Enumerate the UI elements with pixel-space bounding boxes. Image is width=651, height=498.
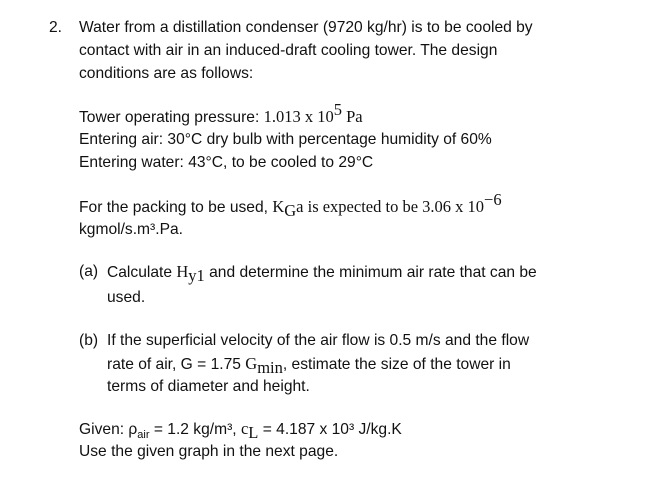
part-b-line-2-pre: rate of air, G = 1.75 [107, 356, 246, 373]
air-condition: Entering air: 30°C dry bulb with percentage humidity of 60% [79, 131, 492, 148]
question-number: 2. [49, 19, 63, 36]
part-a-line-2: used. [107, 289, 146, 306]
cl-subscript: L [248, 423, 259, 442]
hy1-subscript: y1 [188, 266, 205, 285]
part-a-label: (a) [79, 263, 99, 280]
pressure-exponent: 5 [333, 100, 342, 119]
pressure-label: Tower operating pressure: [79, 109, 264, 126]
hy1-symbol: H [176, 262, 189, 281]
intro-line-1: Water from a distillation condenser (9720 kg/hr) is to be cooled by [79, 19, 533, 36]
kg-symbol: K [272, 197, 285, 216]
part-a-post: and determine the minimum air rate that can be [204, 264, 537, 281]
packing-line-1 [79, 190, 502, 220]
rho-value: = 1.2 kg/m³, [149, 421, 241, 438]
intro-line-2: contact with air in an induced-draft cooling tower. The design [79, 42, 498, 59]
intro-line-3: conditions are as follows: [79, 65, 254, 82]
pressure-unit: Pa [342, 107, 363, 126]
cl-symbol: c [240, 419, 249, 438]
rho-subscript: air [137, 429, 150, 441]
packing-exponent: −6 [484, 190, 502, 209]
part-b-line-2 [107, 354, 511, 375]
packing-mid: a is expected to be 3.06 x 10 [296, 197, 485, 216]
water-condition: Entering water: 43°C, to be cooled to 29°C [79, 154, 374, 171]
pressure-value: 1.013 x 10 [263, 107, 334, 126]
part-b-label: (b) [79, 332, 99, 349]
packing-unit: kgmol/s.m³.Pa. [79, 221, 183, 238]
gmin-symbol: G [245, 354, 258, 373]
cl-value: = 4.187 x 10³ J/kg.K [258, 421, 402, 438]
part-b-line-3: terms of diameter and height. [107, 378, 310, 395]
rho-symbol: ρ [128, 421, 138, 438]
given-pre: Given: [79, 421, 129, 438]
part-b-line-1: If the superficial velocity of the air flow is 0.5 m/s and the flow [107, 332, 530, 349]
kg-subscript: G [284, 201, 297, 220]
gmin-subscript: min [257, 358, 283, 377]
given-line-1 [79, 419, 402, 440]
pressure-condition [79, 100, 363, 128]
part-a-line-1 [107, 262, 537, 283]
part-b-line-2-post: , estimate the size of the tower in [282, 356, 511, 373]
part-a-pre: Calculate [107, 264, 177, 281]
given-line-2: Use the given graph in the next page. [79, 443, 339, 460]
packing-pre: For the packing to be used, [79, 199, 273, 216]
